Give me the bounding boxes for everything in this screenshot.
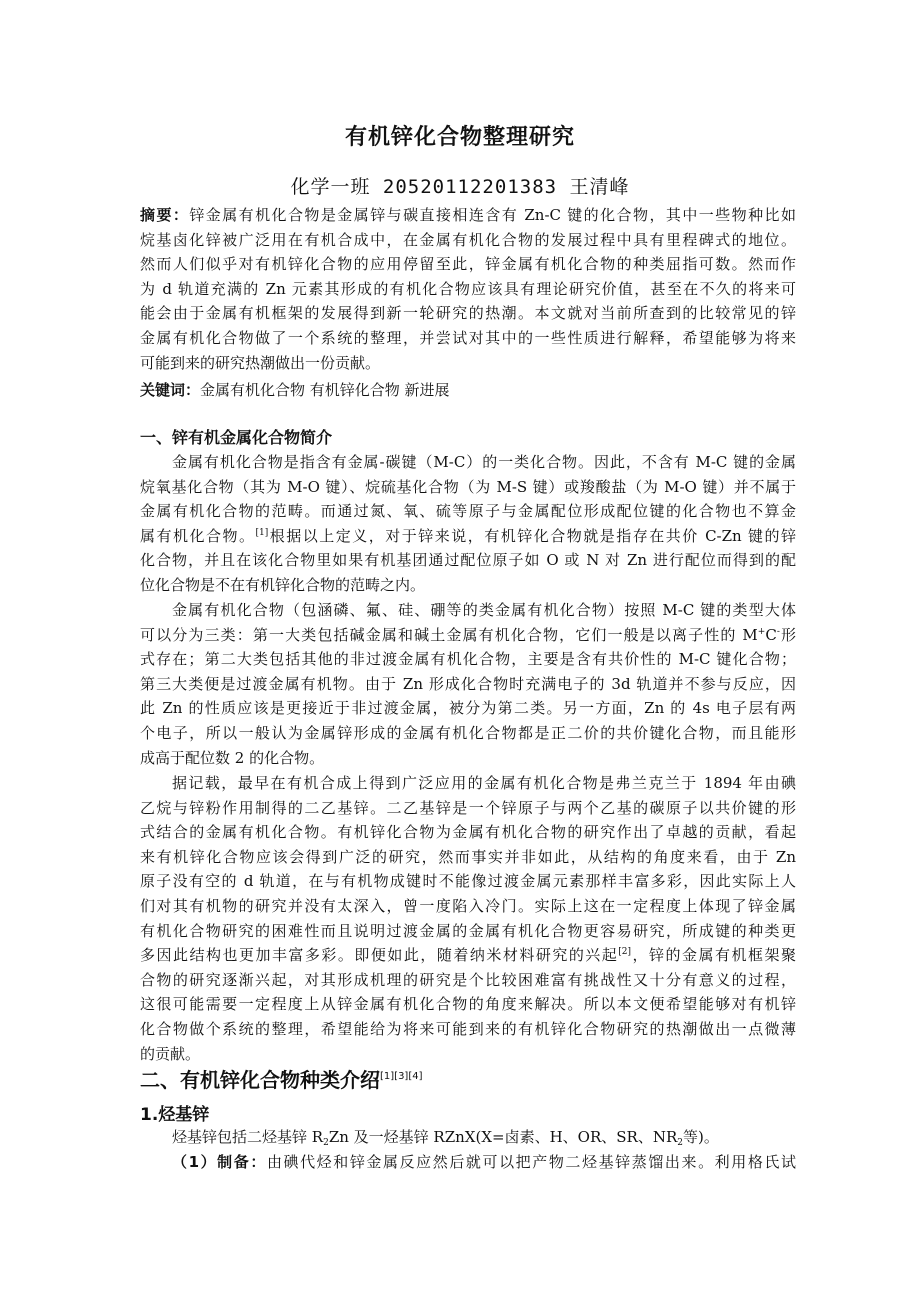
text-run: 等)。 <box>682 1128 719 1146</box>
text-run: 金属有机化合物 有机锌化合物 新进展 <box>200 381 450 399</box>
section-2-heading <box>140 1064 423 1093</box>
text-line <box>140 845 796 870</box>
text-line <box>140 746 796 771</box>
text-run: 金属有机化合物的范畴。而通过氮、氧、硫等原子与金属配位形成配位键的化合物也不算金 <box>140 502 796 521</box>
text-line <box>140 869 796 894</box>
text-run: 根据以上定义，对于锌来说，有机锌化合物就是指存在共价 C-Zn 键的锌 <box>268 526 796 545</box>
text-run: 可以分为三类：第一大类包括碱金属和碱土金属有机化合物，它们一般是以离子性的 M <box>140 625 758 644</box>
text-run: ，锌的金属有机框架聚 <box>631 946 796 965</box>
text-line <box>140 992 796 1017</box>
subsection-1-heading: 1.烃基锌 <box>140 1105 210 1125</box>
text-run: 形 <box>779 625 796 644</box>
text-run: 乙烷与锌粉作用制得的二乙基锌。二乙基锌是一个锌原子与两个乙基的碳原子以共价键的形 <box>140 798 796 817</box>
text-line <box>140 378 796 403</box>
text-line <box>140 450 796 475</box>
text-line <box>140 301 796 326</box>
text-run: 烷氧基化合物（其为 M-O 键）、烷硫基化合物（为 M-S 键）或羧酸盐（为 M-O 键）并不属于 <box>140 477 796 496</box>
text-line <box>140 968 796 993</box>
paragraph-3 <box>140 771 796 1066</box>
text-run: 合物的研究逐渐兴起，对其形成机理的研究是个比较困难富有挑战性又十分有意义的过程， <box>140 970 796 989</box>
text-run: 此 Zn 的性质应该是更接近于非过渡金属，被分为第二类。另一方面，Zn 的 4s 电子层有两 <box>140 699 796 718</box>
text-run: 属有机化合物。 <box>140 526 256 545</box>
text-run: 金属有机化合物（包涵磷、氟、硅、硼等的类金属有机化合物）按照 M-C 键的类型大体 <box>172 601 796 619</box>
text-run: 据记载，最早在有机合成上得到广泛应用的金属有机化合物是弗兰克兰于 1894 年由碘 <box>172 774 796 792</box>
text-run: 锌金属有机化合物是金属锌与碳直接相连含有 Zn-C 键的化合物，其中一些物种比如 <box>189 206 796 224</box>
text-line <box>140 1150 796 1175</box>
text-run: Zn 及一烃基锌 RZnX(X=卤素、H、OR、SR、NR <box>328 1128 678 1146</box>
text-run: 多因此结构也更加丰富多彩。即便如此，随着纳米材料研究的兴起 <box>140 946 619 965</box>
text-line <box>140 598 796 623</box>
section-1-heading: 一、锌有机金属化合物简介 <box>140 428 333 447</box>
text-line <box>140 228 796 253</box>
text-line <box>140 771 796 796</box>
text-line <box>140 820 796 845</box>
superscript: [1] <box>255 527 269 538</box>
paragraph-5 <box>140 1150 796 1175</box>
keywords <box>140 378 796 403</box>
text-run: 能会由于金属有机框架的发展得到新一轮研究的热潮。本文就对当前所查到的比较常见的锌 <box>140 304 796 323</box>
text-line <box>140 203 796 228</box>
bold-label: 关键词： <box>140 381 201 399</box>
text-run: 为 d 轨道充满的 Zn 元素其形成的有机化合物应该具有理论研究价值，甚至在不久的将来可 <box>140 279 796 298</box>
text-line <box>140 721 796 746</box>
text-run: 个电子，所以一般认为金属锌形成的金属有机化合物都是正二价的共价键化合物，而且能形 <box>140 723 796 742</box>
section-2-citations: [1][3][4] <box>380 1071 423 1082</box>
text-run: 烃基锌包括二烃基锌 R <box>172 1128 324 1146</box>
text-line <box>140 524 796 549</box>
text-run: C <box>765 625 777 644</box>
text-run: 式结合的金属有机化合物。有机锌化合物为金属有机化合物的研究作出了卓越的贡献，看起 <box>140 823 796 842</box>
text-line <box>140 919 796 944</box>
text-line <box>140 1125 796 1150</box>
text-run: 烷基卤化锌被广泛用在有机合成中，在金属有机化合物的发展过程中具有里程碑式的地位。 <box>140 230 796 249</box>
text-run: 金属有机化合物是指含有金属-碳键（M-C）的一类化合物。因此，不含有 M-C 键的金属 <box>172 453 796 471</box>
superscript: + <box>757 626 766 637</box>
text-line <box>140 351 796 376</box>
text-line <box>140 647 796 672</box>
author-line: 化学一班 20520112201383 王清峰 <box>290 176 630 198</box>
text-line <box>140 943 796 968</box>
text-line <box>140 499 796 524</box>
text-run: 成高于配位数 2 的化合物。 <box>140 748 325 767</box>
text-line <box>140 1017 796 1042</box>
text-run: 来有机锌化合物应该会得到广泛的研究，然而事实并非如此，从结构的角度来看，由于 Zn <box>140 847 796 866</box>
text-line <box>140 696 796 721</box>
text-run: 然而人们似乎对有机锌化合物的应用停留至此，锌金属有机化合物的种类屈指可数。然而作 <box>140 255 796 274</box>
text-line <box>140 894 796 919</box>
abstract <box>140 203 796 375</box>
subscript: 2 <box>323 1138 329 1148</box>
text-run: 第三大类便是过渡金属有机物。由于 Zn 形成化合物时充满电子的 3d 轨道并不参与反应，因 <box>140 674 796 693</box>
text-run: 化合物，并且在该化合物里如果有机基团通过配位原子如 O 或 N 对 Zn 进行配位而得到的配 <box>140 551 796 570</box>
text-run: 可能到来的研究热潮做出一份贡献。 <box>140 353 381 372</box>
superscript: [2] <box>618 947 632 958</box>
text-line <box>140 252 796 277</box>
text-run: 有机化合物研究的困难性而且说明过渡金属的金属有机化合物更容易研究，所成键的种类更 <box>140 921 796 940</box>
text-run: 们对其有机物的研究并没有太深入，曾一度陷入冷门。实际上这在一定程度上体现了锌金属 <box>140 896 796 915</box>
bold-label: 摘要： <box>140 206 190 224</box>
text-run: 这很可能需要一定程度上从锌金属有机化合物的角度来解决。所以本文便希望能够对有机锌 <box>140 995 796 1014</box>
text-run: 位化合物是不在有机锌化合物的范畴之内。 <box>140 575 426 594</box>
text-line <box>140 796 796 821</box>
text-run: 化合物做个系统的整理，希望能给为将来可能到来的有机锌化合物研究的热潮做出一点微薄 <box>140 1019 796 1038</box>
section-2-title: 二、有机锌化合物种类介绍 <box>140 1068 380 1092</box>
text-run: 由碘代烃和锌金属反应然后就可以把产物二烃基锌蒸馏出来。利用格氏试 <box>266 1153 796 1171</box>
text-line <box>140 623 796 648</box>
text-line <box>140 548 796 573</box>
text-line <box>140 475 796 500</box>
bold-label: （1）制备： <box>172 1153 267 1171</box>
subscript: 2 <box>677 1138 683 1148</box>
paragraph-2 <box>140 598 796 770</box>
text-line <box>140 672 796 697</box>
text-run: 原子没有空的 d 轨道，在与有机物成键时不能像过渡金属元素那样丰富多彩，因此实际上人 <box>140 872 796 891</box>
superscript: - <box>776 626 780 637</box>
paragraph-1 <box>140 450 796 598</box>
text-run: 的贡献。 <box>140 1044 201 1063</box>
text-run: 金属有机化合物做了一个系统的整理，并尝试对其中的一些性质进行解释，希望能够为将来 <box>140 328 796 347</box>
text-line <box>140 326 796 351</box>
document-title: 有机锌化合物整理研究 <box>344 125 575 150</box>
text-line <box>140 1042 796 1067</box>
text-line <box>140 277 796 302</box>
paragraph-4 <box>140 1125 796 1150</box>
text-run: 式存在；第二大类包括其他的非过渡金属有机化合物，主要是含有共价性的 M-C 键化合物； <box>140 650 796 669</box>
text-line <box>140 573 796 598</box>
